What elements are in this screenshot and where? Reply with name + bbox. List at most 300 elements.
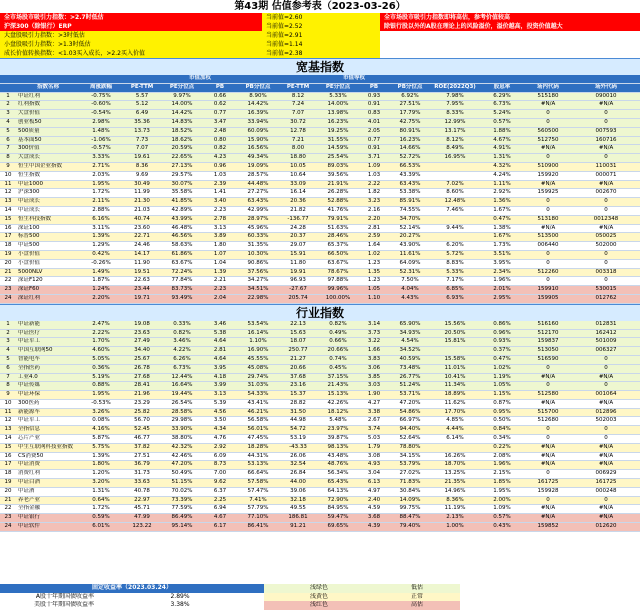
table-cell: 515700 — [524, 408, 572, 417]
table-cell: 26.77% — [390, 373, 430, 382]
table-cell: 7.07 — [278, 110, 318, 119]
index-name-cell: 中证新能 — [16, 321, 80, 329]
header-right-2 — [380, 31, 640, 40]
table-cell: 66.50% — [318, 250, 358, 259]
table-cell: 35.36 — [122, 118, 162, 127]
table-cell: 32.54 — [278, 461, 318, 470]
table-cell: 3.22 — [358, 338, 390, 347]
table-cell: 0.91 — [358, 145, 390, 154]
table-cell: 43.48% — [318, 452, 358, 461]
table-row — [0, 101, 640, 110]
table-cell: 54.33% — [238, 391, 278, 400]
table-cell: 159925 — [524, 189, 572, 198]
index-name-cell: 中证成长 — [16, 198, 80, 207]
footer-yield-value-a: 2.89% — [96, 593, 264, 602]
footer-yield-label-a: A股十年期国债收益率 — [0, 593, 96, 602]
table-cell: 88.47% — [390, 514, 430, 523]
table-cell: 0.87% — [480, 399, 524, 408]
table-cell: 16.56% — [238, 145, 278, 154]
table-cell: 26.06 — [278, 452, 318, 461]
table-cell: 1 — [0, 92, 16, 101]
table-cell: 3.23 — [358, 198, 390, 207]
table-cell: 2.08% — [480, 452, 524, 461]
table-cell: 4.43% — [390, 294, 430, 303]
table-cell: 0.82% — [162, 329, 202, 338]
table-cell: 8 — [0, 382, 16, 391]
table-cell: 61.86% — [162, 250, 202, 259]
table-cell: 14.09% — [390, 496, 430, 505]
table-cell: 0 — [524, 496, 572, 505]
table-row — [0, 110, 640, 119]
table-cell: 0 — [524, 118, 572, 127]
table-cell: 4.18 — [202, 373, 238, 382]
table-cell: 8 — [0, 154, 16, 163]
index-name-cell: 恒生指数 — [16, 171, 80, 180]
table-cell: 0 — [572, 277, 640, 286]
table-cell: 250.77 — [278, 347, 318, 356]
table-cell: 0.74% — [318, 355, 358, 364]
table-cell: 3.99 — [202, 382, 238, 391]
table-cell: 560500 — [524, 127, 572, 136]
table-cell: 1.72% — [80, 189, 122, 198]
table-cell: 0.84% — [480, 426, 524, 435]
table-cell: 8.36 — [122, 162, 162, 171]
table-cell: 54.72 — [278, 426, 318, 435]
table-cell: 10.41% — [430, 373, 480, 382]
table-cell: 1.88% — [480, 127, 524, 136]
table-cell: 78.67% — [318, 268, 358, 277]
table-cell: 5.12 — [122, 101, 162, 110]
table-cell: 159920 — [524, 171, 572, 180]
index-name-cell: 中证酒 — [16, 487, 80, 496]
table-cell: 6.13 — [358, 479, 390, 488]
table-cell: 27.02% — [390, 470, 430, 479]
table-cell: 2.25 — [202, 496, 238, 505]
table-cell: 43.90% — [390, 242, 430, 251]
table-cell: 1.66 — [358, 347, 390, 356]
index-name-cell: 中证环保 — [16, 391, 80, 400]
table-cell: 11.90 — [122, 259, 162, 268]
table-cell: 52.31% — [390, 268, 430, 277]
table-row — [0, 206, 640, 215]
table-cell: 47.20% — [390, 399, 430, 408]
table-cell: #N/A — [524, 224, 572, 233]
table-cell: 83.73% — [162, 286, 202, 295]
table-cell: 49.34% — [238, 154, 278, 163]
header-left-1: 沪深300（除银行）ERP — [0, 22, 262, 31]
table-cell: 0.47% — [480, 355, 524, 364]
table-cell: 0.49% — [318, 329, 358, 338]
index-name-cell: CS消费50 — [16, 452, 80, 461]
table-cell: 29.98% — [162, 417, 202, 426]
table-cell: 16 — [0, 224, 16, 233]
table-cell: 22.63 — [122, 277, 162, 286]
table-cell: 2.22% — [80, 329, 122, 338]
table-cell: 15.58% — [430, 355, 480, 364]
table-cell: 502003 — [572, 417, 640, 426]
table-cell: 3.03 — [358, 382, 390, 391]
table-cell: 0.95% — [480, 408, 524, 417]
table-cell: 51.24% — [390, 382, 430, 391]
table-cell: 30.07% — [162, 180, 202, 189]
table-cell: 7.17% — [430, 277, 480, 286]
table-cell: 4.67% — [480, 136, 524, 145]
index-name-cell: 300医药 — [16, 399, 80, 408]
table-cell: 38.80% — [162, 435, 202, 444]
table-cell: 21 — [0, 268, 16, 277]
table-cell: 90.86% — [238, 259, 278, 268]
table-cell: 34.15% — [390, 452, 430, 461]
table-row — [0, 233, 640, 242]
table-cell: 162412 — [572, 329, 640, 338]
table-cell: 30.84% — [390, 487, 430, 496]
table-cell: 16.64% — [162, 382, 202, 391]
table-cell: 95.14% — [162, 523, 202, 532]
table-cell: 45.71 — [122, 505, 162, 514]
table-cell: 6.73% — [480, 101, 524, 110]
table-cell: 0 — [572, 154, 640, 163]
header-left-2: 大盘股吸引力指数：>3时低估 — [0, 31, 262, 40]
table-cell: 1.48% — [80, 127, 122, 136]
table-cell: 5.57 — [122, 92, 162, 101]
table-cell: 31.03% — [238, 382, 278, 391]
index-name-cell: 大盘价值 — [16, 110, 80, 119]
table-cell: 3 — [0, 110, 16, 119]
table-cell: 6.29% — [480, 92, 524, 101]
table-cell: 0.66 — [202, 92, 238, 101]
table-cell: 17.70% — [430, 408, 480, 417]
table-cell: 39.87% — [318, 435, 358, 444]
table-cell: 12.99% — [430, 118, 480, 127]
table-cell: 8.36% — [430, 496, 480, 505]
table-cell: 20.59% — [162, 145, 202, 154]
table-cell: 50.49% — [162, 470, 202, 479]
table-cell: 7.73 — [122, 136, 162, 145]
table-cell: 5.24% — [480, 110, 524, 119]
table-cell: 54.86% — [390, 408, 430, 417]
table-cell: 159905 — [524, 294, 572, 303]
table-cell: 1.95% — [80, 180, 122, 189]
table-cell: 4.34 — [202, 426, 238, 435]
table-cell: 3.89 — [202, 233, 238, 242]
table-cell: 23.63 — [122, 329, 162, 338]
table-cell: -1.06% — [80, 136, 122, 145]
table-cell: 34.40 — [122, 347, 162, 356]
table-cell: 6.26% — [162, 355, 202, 364]
table-cell: 63.43% — [238, 198, 278, 207]
table-cell: 1.49% — [80, 268, 122, 277]
table-cell: 23 — [0, 286, 16, 295]
index-name-cell: 300价值 — [16, 145, 80, 154]
table-cell: 28.46% — [318, 233, 358, 242]
table-cell: 2.11% — [80, 198, 122, 207]
table-cell: 21.82 — [278, 206, 318, 215]
table-cell: 7.21 — [278, 136, 318, 145]
table-cell: 18.07 — [278, 338, 318, 347]
table-cell: 0 — [572, 206, 640, 215]
table-cell: 16.90% — [238, 347, 278, 356]
table-cell: 012762 — [572, 294, 640, 303]
table-row — [0, 321, 640, 329]
table-cell: 3.26% — [80, 408, 122, 417]
table-row — [0, 443, 640, 452]
table-cell: 2.48 — [202, 127, 238, 136]
table-cell: 20 — [0, 259, 16, 268]
table-cell: 0.64% — [80, 496, 122, 505]
table-cell: 1.39 — [202, 268, 238, 277]
table-cell: 050025 — [572, 233, 640, 242]
table-cell: 7.50% — [390, 277, 430, 286]
table-cell: 9.44% — [430, 224, 480, 233]
table-cell: 14.42% — [238, 101, 278, 110]
table-cell: 4.93 — [358, 461, 390, 470]
section-title-broad: 宽基指数 — [0, 58, 640, 75]
table-cell: 2.01% — [480, 286, 524, 295]
table-row — [0, 171, 640, 180]
table-cell: 2.00% — [480, 496, 524, 505]
table-cell: 40.74 — [122, 215, 162, 224]
table-cell: 1.96% — [480, 277, 524, 286]
table-cell: 14.42% — [162, 110, 202, 119]
table-cell: 3.85 — [358, 373, 390, 382]
table-cell: 24 — [0, 523, 16, 532]
table-cell: 5.38 — [202, 329, 238, 338]
table-cell: 161725 — [572, 479, 640, 488]
table-cell: 26.78 — [122, 364, 162, 373]
table-cell: 0.82% — [318, 321, 358, 329]
table-cell: 23.60 — [122, 224, 162, 233]
table-cell: 29.74% — [238, 373, 278, 382]
index-name-cell: 中证成长 — [16, 206, 80, 215]
index-name-cell: 中证软件 — [16, 523, 80, 532]
table-cell: 513180 — [524, 215, 572, 224]
table-cell: 51.63% — [318, 224, 358, 233]
table-cell: 4.91% — [480, 145, 524, 154]
header-mid-4: 当前值=2.38 — [262, 49, 380, 58]
table-cell: 2.23 — [202, 286, 238, 295]
table-cell: #N/A — [572, 452, 640, 461]
table-cell: 0.93% — [480, 338, 524, 347]
table-cell: 66.64% — [238, 470, 278, 479]
table-cell: 42.75% — [390, 118, 430, 127]
table-cell: 0 — [572, 198, 640, 207]
table-cell: #N/A — [524, 399, 572, 408]
table-cell: 42.26% — [318, 399, 358, 408]
column-header — [0, 83, 16, 92]
table-cell: 1.70% — [80, 338, 122, 347]
index-name-cell: 中证军工 — [16, 417, 80, 426]
legend-color-1: 浅黄色 — [264, 593, 374, 602]
table-cell: 39.56% — [318, 171, 358, 180]
table-cell: 0 — [524, 435, 572, 444]
table-cell: 13 — [0, 426, 16, 435]
table-row — [0, 496, 640, 505]
table-cell: 0 — [524, 382, 572, 391]
table-cell: 0.80 — [202, 136, 238, 145]
table-cell: 53.38% — [390, 189, 430, 198]
table-cell: 25.67 — [122, 355, 162, 364]
index-name-cell: 小盘价值 — [16, 250, 80, 259]
table-cell: 15.81% — [430, 338, 480, 347]
table-cell: 26.84 — [278, 470, 318, 479]
table-cell: 3.83 — [358, 355, 390, 364]
table-cell: 1 — [0, 321, 16, 329]
table-cell: 14.96% — [430, 487, 480, 496]
table-cell: 1.72% — [80, 505, 122, 514]
index-name-cell: 全指金融 — [16, 505, 80, 514]
table-cell: 4.64 — [202, 355, 238, 364]
table-cell: 16.26% — [430, 452, 480, 461]
table-cell: 1.38% — [480, 224, 524, 233]
table-cell: 1.00% — [430, 523, 480, 532]
index-name-cell: 智能电车 — [16, 355, 80, 364]
index-name-cell: 工业4.0 — [16, 373, 80, 382]
table-cell: 4.76 — [202, 435, 238, 444]
table-cell: 512680 — [524, 417, 572, 426]
table-cell: 4.04% — [390, 286, 430, 295]
index-name-cell: 中证银行 — [16, 514, 80, 523]
table-row — [0, 242, 640, 251]
table-cell: 66.53% — [390, 162, 430, 171]
table-cell: 18.28% — [238, 443, 278, 452]
table-cell: 1.82 — [358, 189, 390, 198]
table-cell: 19.51 — [122, 268, 162, 277]
table-cell: 10.30% — [238, 250, 278, 259]
table-cell: 16 — [0, 452, 16, 461]
table-cell: 57.58% — [238, 479, 278, 488]
section-title-industry: 行业指数 — [0, 304, 640, 321]
table-cell: #N/A — [572, 505, 640, 514]
table-cell: 3.95 — [202, 364, 238, 373]
table-cell: 79.91% — [318, 215, 358, 224]
table-cell: 78.80% — [390, 443, 430, 452]
table-row — [0, 399, 640, 408]
table-row — [0, 461, 640, 470]
table-cell: 0.47% — [480, 215, 524, 224]
table-cell: 19.61 — [122, 154, 162, 163]
table-cell: 41.76% — [318, 206, 358, 215]
table-cell: 1.10% — [238, 338, 278, 347]
table-cell: 5.48% — [318, 417, 358, 426]
table-cell: 100.00% — [318, 294, 358, 303]
table-cell: -27.67 — [278, 286, 318, 295]
table-cell: 65.37% — [318, 242, 358, 251]
table-cell: 1.39% — [80, 452, 122, 461]
table-cell: #N/A — [572, 180, 640, 189]
table-row — [0, 162, 640, 171]
table-cell: 4.44% — [430, 426, 480, 435]
table-cell: 21.96 — [122, 391, 162, 400]
table-cell: 21.91% — [318, 180, 358, 189]
table-cell: 15.37 — [278, 391, 318, 400]
table-cell: 47.99 — [122, 514, 162, 523]
table-cell: 4.60% — [80, 347, 122, 356]
table-cell: 3.38 — [358, 408, 390, 417]
table-cell: 57.79% — [238, 505, 278, 514]
table-cell: 23.29 — [122, 399, 162, 408]
table-cell: 22.65% — [162, 154, 202, 163]
table-cell: 2.81 — [358, 224, 390, 233]
table-cell: 96.93 — [278, 277, 318, 286]
table-row — [0, 391, 640, 400]
table-cell: 8.73 — [202, 461, 238, 470]
table-cell: 1.04 — [202, 259, 238, 268]
table-cell: 0.33% — [162, 321, 202, 329]
table-cell: 0.22% — [480, 443, 524, 452]
index-name-cell: 深证F60 — [16, 286, 80, 295]
table-cell: 63.67% — [162, 259, 202, 268]
table-cell: 79.40% — [390, 523, 430, 532]
column-header: PB分位点 — [390, 83, 430, 92]
table-cell: 3.47 — [202, 118, 238, 127]
table-cell: 3.95% — [480, 259, 524, 268]
table-cell: 18.62% — [162, 136, 202, 145]
table-cell: 515180 — [524, 92, 572, 101]
table-cell: 77.10% — [238, 514, 278, 523]
table-cell: 5 — [0, 127, 16, 136]
table-cell: 52.14% — [390, 224, 430, 233]
table-row — [0, 329, 640, 338]
table-row — [0, 286, 640, 295]
table-cell: 4.23 — [202, 154, 238, 163]
table-cell: 2.22 — [358, 180, 390, 189]
table-cell: 3.14 — [358, 321, 390, 329]
table-cell: 12 — [0, 417, 16, 426]
table-cell: 110031 — [572, 162, 640, 171]
table-cell: 0 — [572, 118, 640, 127]
table-cell: 7 — [0, 373, 16, 382]
table-cell: 0 — [572, 382, 640, 391]
table-cell: 0 — [524, 198, 572, 207]
table-cell: 15.13% — [318, 391, 358, 400]
table-cell: 007593 — [572, 127, 640, 136]
table-cell: 2.04 — [202, 294, 238, 303]
table-cell: 23 — [0, 514, 16, 523]
table-cell: 1.09% — [480, 505, 524, 514]
table-cell: 33.63 — [122, 479, 162, 488]
table-cell: 4.32% — [480, 162, 524, 171]
table-cell: 24.46 — [122, 242, 162, 251]
table-cell: 20.27% — [390, 233, 430, 242]
table-cell: 1.02 — [358, 250, 390, 259]
table-cell: 16.23% — [318, 118, 358, 127]
table-cell: #N/A — [524, 514, 572, 523]
table-cell: 1.20% — [80, 470, 122, 479]
table-cell: 43.39% — [390, 171, 430, 180]
table-cell: 20.36 — [278, 198, 318, 207]
table-cell: 0 — [524, 426, 572, 435]
table-cell: 26.28% — [318, 189, 358, 198]
table-cell: 22 — [0, 277, 16, 286]
table-cell: 1.95% — [80, 391, 122, 400]
table-cell: 14.00% — [318, 101, 358, 110]
table-cell: 15 — [0, 443, 16, 452]
table-cell: -0.54% — [80, 110, 122, 119]
table-cell: 1.19% — [480, 373, 524, 382]
table-cell: 86.41% — [238, 523, 278, 532]
index-name-cell: 创业板50 — [16, 118, 80, 127]
table-cell: 5.05% — [80, 355, 122, 364]
table-cell: 19 — [0, 479, 16, 488]
table-row — [0, 127, 640, 136]
table-cell: 516590 — [524, 355, 572, 364]
table-cell: 1.79 — [358, 443, 390, 452]
header-mid-2: 当前值=2.91 — [262, 31, 380, 40]
column-header: PB — [358, 83, 390, 92]
table-cell: 3 — [0, 338, 16, 347]
table-cell: 000248 — [572, 487, 640, 496]
table-cell: 4.27 — [358, 399, 390, 408]
